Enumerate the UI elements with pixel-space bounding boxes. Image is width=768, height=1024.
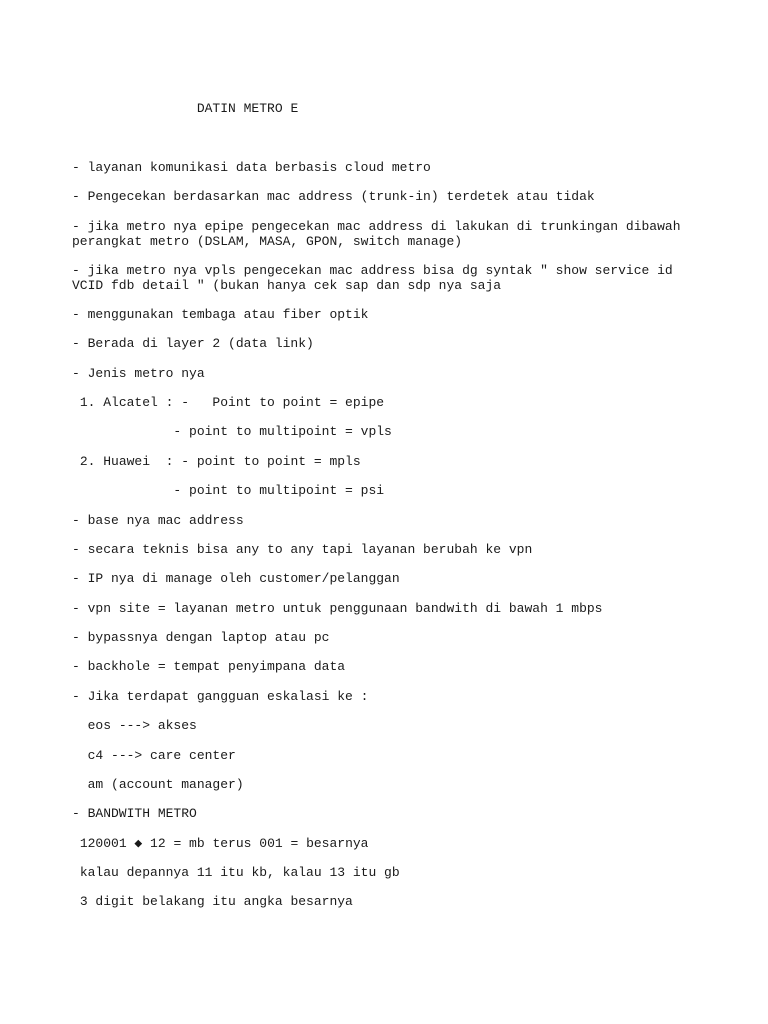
text-line-6: - Berada di layer 2 (data link): [72, 336, 314, 351]
text-line-22: - BANDWITH METRO: [72, 806, 197, 821]
text-line-8: 1. Alcatel : - Point to point = epipe: [72, 395, 385, 410]
text-line-21: am (account manager): [72, 777, 244, 792]
text-line-25: 3 digit belakang itu angka besarnya: [72, 894, 353, 909]
text-line-14: - IP nya di manage oleh customer/pelanggan: [72, 571, 400, 586]
text-line-12: - base nya mac address: [72, 513, 244, 528]
text-line-3: - jika metro nya epipe pengecekan mac address di lakukan di trunkingan dibawah perangkat metro (DSLAM, MASA, GPON, switch manage): [72, 219, 689, 249]
text-line-16: - bypassnya dengan laptop atau pc: [72, 630, 330, 645]
text-line-24: kalau depannya 11 itu kb, kalau 13 itu gb: [72, 865, 400, 880]
text-line-9: - point to multipoint = vpls: [72, 424, 392, 439]
text-line-7: - Jenis metro nya: [72, 366, 205, 381]
document-title: DATIN METRO E: [72, 101, 299, 116]
text-line-19: eos ---> akses: [72, 718, 197, 733]
text-line-2: - Pengecekan berdasarkan mac address (trunk-in) terdetek atau tidak: [72, 189, 595, 204]
text-line-13: - secara teknis bisa any to any tapi layanan berubah ke vpn: [72, 542, 533, 557]
text-line-5: - menggunakan tembaga atau fiber optik: [72, 307, 369, 322]
text-line-1: - layanan komunikasi data berbasis cloud metro: [72, 160, 431, 175]
text-line-18: - Jika terdapat gangguan eskalasi ke :: [72, 689, 369, 704]
text-line-10: 2. Huawei : - point to point = mpls: [72, 454, 361, 469]
text-line-4: - jika metro nya vpls pengecekan mac address bisa dg syntak " show service id VCID fdb detail " (bukan hanya cek sap dan sdp nya saja: [72, 263, 681, 293]
text-line-20: c4 ---> care center: [72, 748, 236, 763]
text-line-17: - backhole = tempat penyimpana data: [72, 659, 346, 674]
text-line-23: 120001 ◆ 12 = mb terus 001 = besarnya: [72, 836, 369, 851]
text-line-11: - point to multipoint = psi: [72, 483, 385, 498]
text-line-15: - vpn site = layanan metro untuk penggunaan bandwith di bawah 1 mbps: [72, 601, 603, 616]
